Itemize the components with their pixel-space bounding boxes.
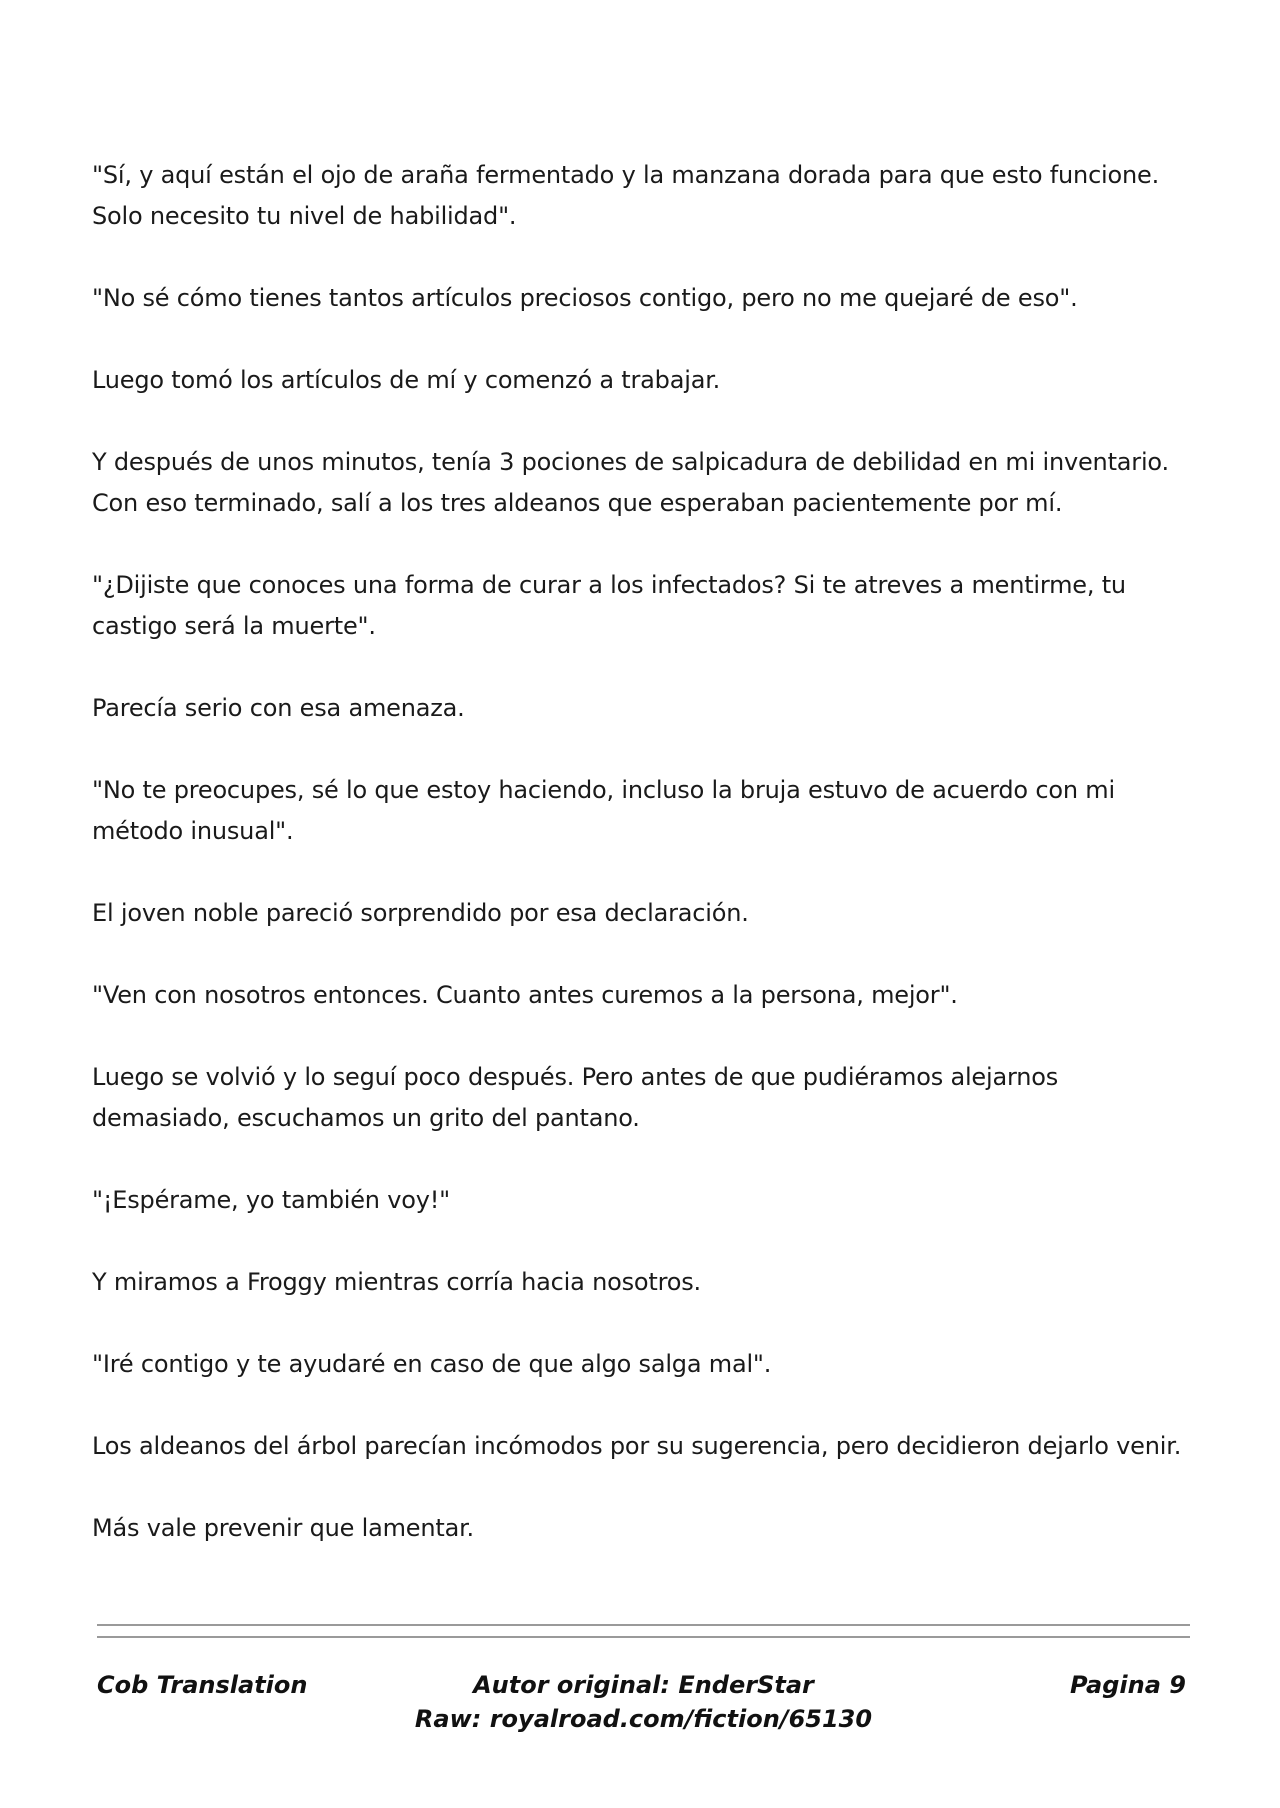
paragraph: "No sé cómo tienes tantos artículos preciosos contigo, pero no me quejaré de eso". (92, 284, 1078, 312)
paragraph: Más vale prevenir que lamentar. (92, 1514, 474, 1542)
page-number: Pagina 9 (1070, 1671, 1186, 1699)
raw-source-link: Raw: royalroad.com/fiction/65130 (414, 1705, 873, 1733)
paragraph: "No te preocupes, sé lo que estoy haciendo, incluso la bruja estuvo de acuerdo con mi método inusual". (92, 776, 1115, 845)
paragraph: Luego tomó los artículos de mí y comenzó a trabajar. (92, 366, 721, 394)
paragraph: "Ven con nosotros entonces. Cuanto antes curemos a la persona, mejor". (92, 981, 958, 1009)
paragraph: Luego se volvió y lo seguí poco después. Pero antes de que pudiéramos alejarnos demasiado, escuchamos un grito del pantano. (92, 1063, 1059, 1132)
paragraph: Los aldeanos del árbol parecían incómodos por su sugerencia, pero decidieron dejarlo venir. (92, 1432, 1182, 1460)
paragraph: "Sí, y aquí están el ojo de araña fermentado y la manzana dorada para que esto funcione. Solo necesito tu nivel de habilidad". (92, 161, 1160, 230)
original-author: Autor original: EnderStar (473, 1671, 814, 1699)
paragraph: El joven noble pareció sorprendido por esa declaración. (92, 899, 749, 927)
paragraph: "¿Dijiste que conoces una forma de curar a los infectados? Si te atreves a mentirme, tu castigo será la muerte". (92, 571, 1126, 640)
page-body (92, 155, 1202, 1590)
paragraph: "¡Espérame, yo también voy!" (92, 1186, 450, 1214)
footer-divider-bottom (97, 1636, 1190, 1638)
paragraph: Y después de unos minutos, tenía 3 pociones de salpicadura de debilidad en mi inventario. Con eso terminado, salí a los tres aldeanos que esperaban pacientemente por mí. (92, 448, 1169, 517)
footer-divider-top (97, 1624, 1190, 1626)
paragraph: Y miramos a Froggy mientras corría hacia nosotros. (92, 1268, 701, 1296)
paragraph: "Iré contigo y te ayudaré en caso de que algo salga mal". (92, 1350, 772, 1378)
source-credit (97, 1668, 1190, 1736)
paragraph: Parecía serio con esa amenaza. (92, 694, 465, 722)
page-footer (97, 1668, 1190, 1748)
translator-credit: Cob Translation (97, 1671, 308, 1699)
